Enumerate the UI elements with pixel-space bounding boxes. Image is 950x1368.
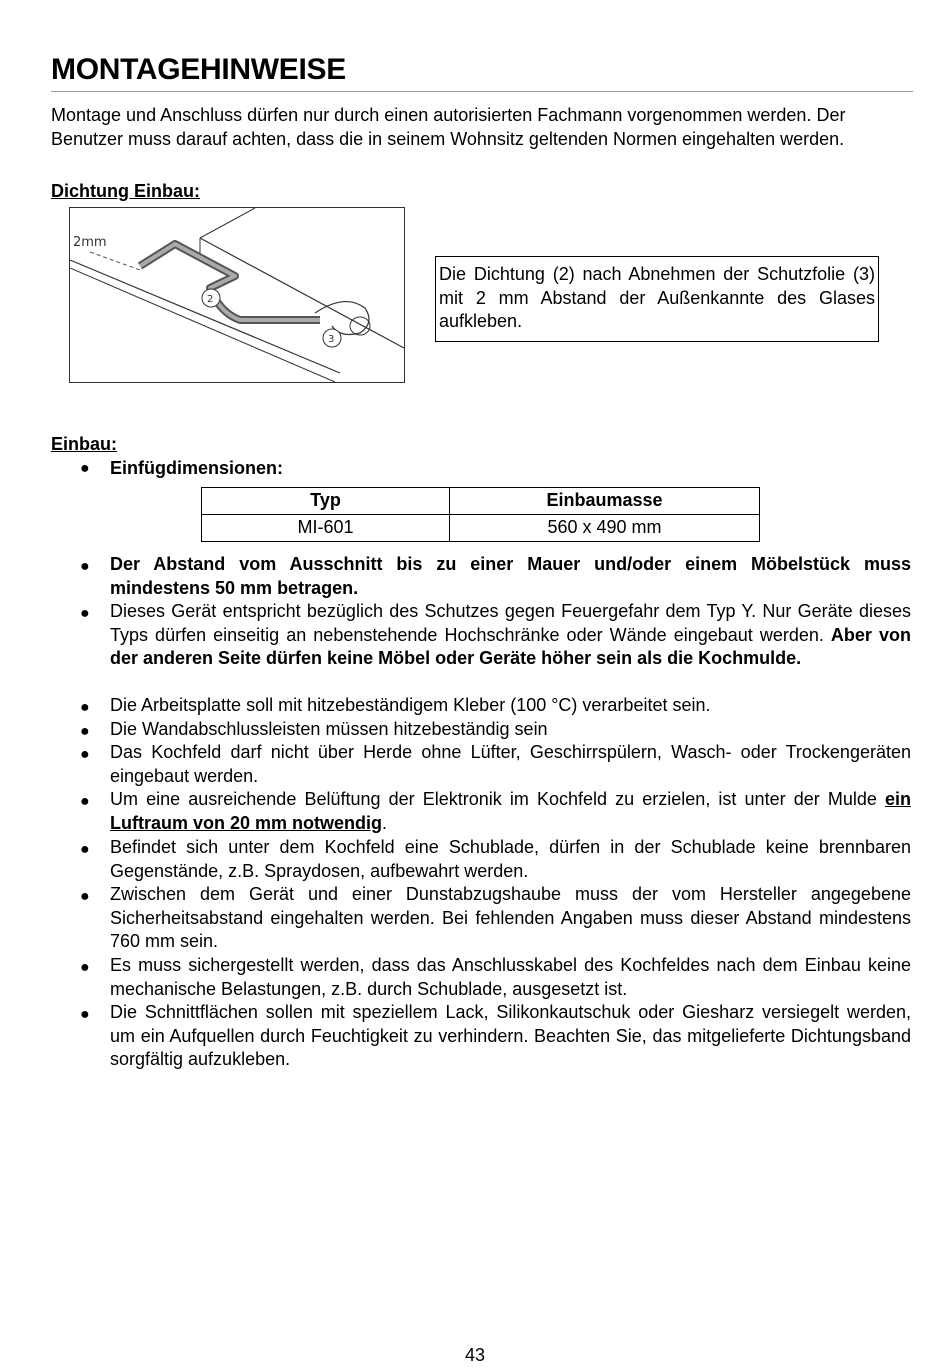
bullet-dot: ●: [80, 723, 90, 740]
list-item: Das Kochfeld darf nicht über Herde ohne Lüfter, Geschirrspülern, Wasch- oder Trockengeräten eingebaut werden.: [110, 742, 911, 786]
figure-num-3: 3: [328, 334, 335, 345]
bullet-dot: ●: [80, 460, 90, 477]
bullet-dot: ●: [80, 793, 90, 810]
table-header-row: [202, 488, 760, 515]
table-cell: MI-601: [202, 515, 450, 542]
list-item: Die Wandabschlussleisten müssen hitzebeständig sein: [110, 719, 548, 739]
bullet-dot: ●: [80, 558, 90, 575]
figure-label-2mm: 2mm: [73, 235, 107, 250]
install-section-heading: Einbau:: [51, 434, 117, 454]
page-number: 43: [464, 1345, 486, 1365]
seal-diagram: [69, 207, 405, 383]
list-item: Es muss sichergestellt werden, dass das Anschlusskabel des Kochfeldes nach dem Einbau keine mechanische Belastungen, z.B. durch Schublade, ausgesetzt ist.: [110, 955, 911, 999]
figure-num-2: 2: [207, 294, 214, 305]
list-item: Zwischen dem Gerät und einer Dunstabzugshaube muss der vom Hersteller angegebene Sicherheitsabstand eingehalten werden. Bei fehlenden Angaben muss dieser Abstand mindestens 760 mm sein.: [110, 884, 911, 951]
seal-instruction-box: Die Dichtung (2) nach Abnehmen der Schutzfolie (3) mit 2 mm Abstand der Außenkannte des Glases aufkleben.: [435, 256, 879, 342]
list-item: Der Abstand vom Ausschnitt bis zu einer Mauer und/oder einem Möbelstück muss mindestens 50 mm betragen.: [110, 554, 911, 598]
bullet-dot: ●: [80, 1006, 90, 1023]
bullet-dot: ●: [80, 888, 90, 905]
title-underline: [51, 91, 913, 92]
bullet-dot: ●: [80, 605, 90, 622]
dimensions-table: [201, 487, 760, 542]
table-cell: 560 x 490 mm: [450, 515, 760, 542]
table-row: [202, 515, 760, 542]
page-title: MONTAGEHINWEISE: [51, 53, 346, 86]
list-item: Befindet sich unter dem Kochfeld eine Schublade, dürfen in der Schublade keine brennbaren Gegenstände, z.B. Spraydosen, aufbewahrt werden.: [110, 837, 911, 881]
bullet-dot: ●: [80, 699, 90, 716]
bullet-dot: ●: [80, 746, 90, 763]
bullet-dot: ●: [80, 959, 90, 976]
seal-section-heading: Dichtung Einbau:: [51, 181, 200, 201]
list-item: Dieses Gerät entspricht bezüglich des Schutzes gegen Feuergefahr dem Typ Y. Nur Geräte dieses Typs dürfen einseitig an nebenstehende Hochschränke oder Wände eingebaut werden. Aber von der anderen Seite dürfen keine Möbel oder Geräte höher sein als die Kochmulde.: [110, 601, 911, 668]
dimensions-label: Einfügdimensionen:: [110, 458, 283, 478]
list-item: Die Arbeitsplatte soll mit hitzebeständigem Kleber (100 °C) verarbeitet sein.: [110, 695, 711, 715]
table-header: Einbaumasse: [450, 488, 760, 515]
intro-paragraph: Montage und Anschluss dürfen nur durch einen autorisierten Fachmann vorgenommen werden. Der Benutzer muss darauf achten, dass die in seinem Wohnsitz geltenden Normen eingehalten werden.: [51, 105, 846, 149]
bullet-dot: ●: [80, 841, 90, 858]
list-item: Um eine ausreichende Belüftung der Elektronik im Kochfeld zu erzielen, ist unter der Mulde ein Luftraum von 20 mm notwendig.: [110, 789, 911, 833]
table-header: Typ: [202, 488, 450, 515]
list-item: Die Schnittflächen sollen mit speziellem Lack, Silikonkautschuk oder Giesharz versiegelt werden, um ein Aufquellen durch Feuchtigkeit zu verhindern. Beachten Sie, das mitgelieferte Dichtungsband sorgfältig aufzukleben.: [110, 1002, 911, 1069]
